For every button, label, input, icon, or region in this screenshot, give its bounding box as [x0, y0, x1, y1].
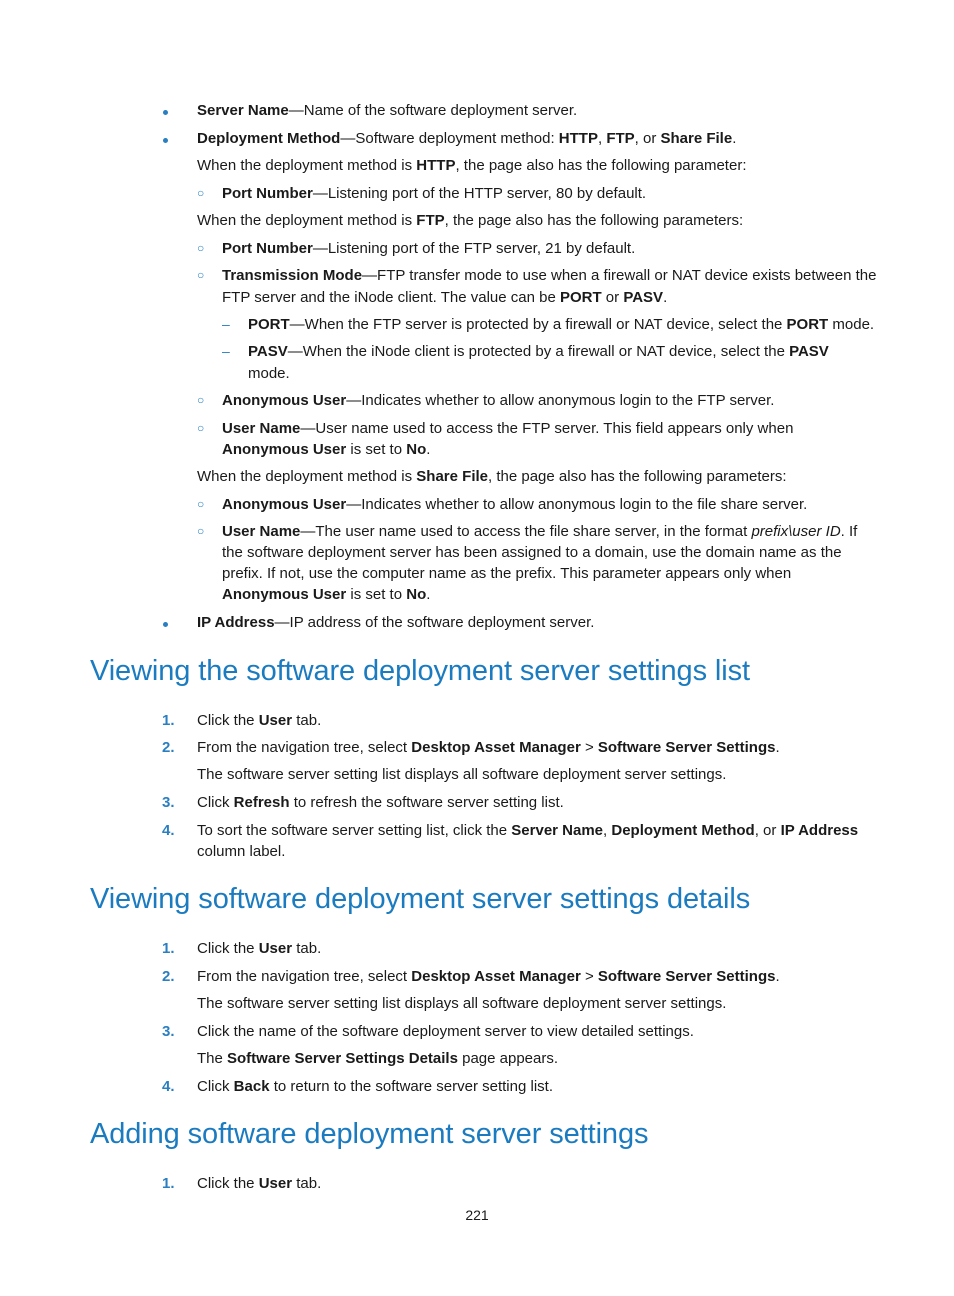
param-ftp-port: Port Number—Listening port of the FTP server, 21 by default.: [222, 240, 636, 257]
param-share-user-name-line4: Anonymous User is set to No.: [222, 586, 431, 603]
dash-bullet-icon: –: [222, 343, 230, 359]
page-number: 221: [465, 1207, 489, 1223]
step-text: Click the User tab.: [197, 712, 322, 729]
http-intro: When the deployment method is HTTP, the page also has the following parameter:: [197, 157, 747, 174]
bullet-icon: [163, 622, 168, 627]
step-number: 3.: [162, 794, 175, 811]
step-text: From the navigation tree, select Desktop Asset Manager > Software Server Settings.: [197, 968, 780, 985]
step-number: 1.: [162, 940, 175, 957]
param-share-user-name: User Name—The user name used to access the file share server, in the format prefix\user ID. If: [222, 523, 858, 540]
bullet-icon: [163, 110, 168, 115]
param-ftp-anonymous-user: Anonymous User—Indicates whether to allow anonymous login to the FTP server.: [222, 392, 775, 409]
param-ftp-user-name: User Name—User name used to access the FTP server. This field appears only when: [222, 420, 794, 437]
param-pasv-mode-line2: mode.: [248, 365, 290, 382]
step-text: Click the name of the software deployment server to view detailed settings.: [197, 1023, 694, 1040]
step-text: To sort the software server setting list, click the Server Name, Deployment Method, or IP Address: [197, 822, 859, 839]
step-number: 1.: [162, 1175, 175, 1192]
param-share-user-name-line3: prefix. If not, use the computer name as the prefix. This parameter appears only when: [222, 565, 792, 582]
step-note: The software server setting list displays all software deployment server settings.: [197, 766, 727, 783]
dash-bullet-icon: –: [222, 316, 230, 332]
share-intro: When the deployment method is Share File, the page also has the following parameters:: [197, 468, 787, 485]
bullet-icon: [163, 138, 168, 143]
step-text: Click the User tab.: [197, 1175, 322, 1192]
circle-bullet-icon: ○: [197, 421, 205, 435]
ftp-intro: When the deployment method is FTP, the page also has the following parameters:: [197, 212, 744, 229]
param-share-anonymous-user: Anonymous User—Indicates whether to allow anonymous login to the file share server.: [222, 496, 808, 513]
param-deployment-method: Deployment Method—Software deployment method: HTTP, FTP, or Share File.: [197, 130, 737, 147]
param-http-port: Port Number—Listening port of the HTTP server, 80 by default.: [222, 185, 647, 202]
section-heading-settings-list: Viewing the software deployment server settings list: [90, 655, 750, 687]
section-heading-settings-details: Viewing software deployment server settings details: [90, 883, 751, 915]
step-text: Click Refresh to refresh the software server setting list.: [197, 794, 564, 811]
param-ftp-user-name-line2: Anonymous User is set to No.: [222, 441, 431, 458]
param-ip-address: IP Address—IP address of the software deployment server.: [197, 614, 595, 631]
step-number: 2.: [162, 739, 175, 756]
param-server-name: Server Name—Name of the software deployment server.: [197, 102, 578, 119]
step-note: The Software Server Settings Details page appears.: [197, 1050, 559, 1067]
step-number: 3.: [162, 1023, 175, 1040]
step-number: 2.: [162, 968, 175, 985]
circle-bullet-icon: ○: [197, 268, 205, 282]
step-text: Click the User tab.: [197, 940, 322, 957]
circle-bullet-icon: ○: [197, 241, 205, 255]
section-heading-adding-settings: Adding software deployment server settings: [90, 1118, 649, 1150]
step-text: Click Back to return to the software server setting list.: [197, 1078, 553, 1095]
step-text: From the navigation tree, select Desktop Asset Manager > Software Server Settings.: [197, 739, 780, 756]
circle-bullet-icon: ○: [197, 393, 205, 407]
circle-bullet-icon: ○: [197, 497, 205, 511]
circle-bullet-icon: ○: [197, 524, 205, 538]
param-transmission-mode-line2: FTP server and the iNode client. The value can be PORT or PASV.: [222, 289, 668, 306]
step-number: 4.: [162, 1078, 175, 1095]
step-number: 4.: [162, 822, 175, 839]
param-port-mode: PORT—When the FTP server is protected by a firewall or NAT device, select the PORT mode.: [248, 316, 875, 333]
step-number: 1.: [162, 712, 175, 729]
param-pasv-mode: PASV—When the iNode client is protected by a firewall or NAT device, select the PASV: [248, 343, 829, 360]
param-share-user-name-line2: the software deployment server has been assigned to a domain, use the domain name as the: [222, 544, 842, 561]
step-note: The software server setting list displays all software deployment server settings.: [197, 995, 727, 1012]
step-text-line2: column label.: [197, 843, 286, 860]
circle-bullet-icon: ○: [197, 186, 205, 200]
param-transmission-mode: Transmission Mode—FTP transfer mode to use when a firewall or NAT device exists between the: [222, 267, 877, 284]
